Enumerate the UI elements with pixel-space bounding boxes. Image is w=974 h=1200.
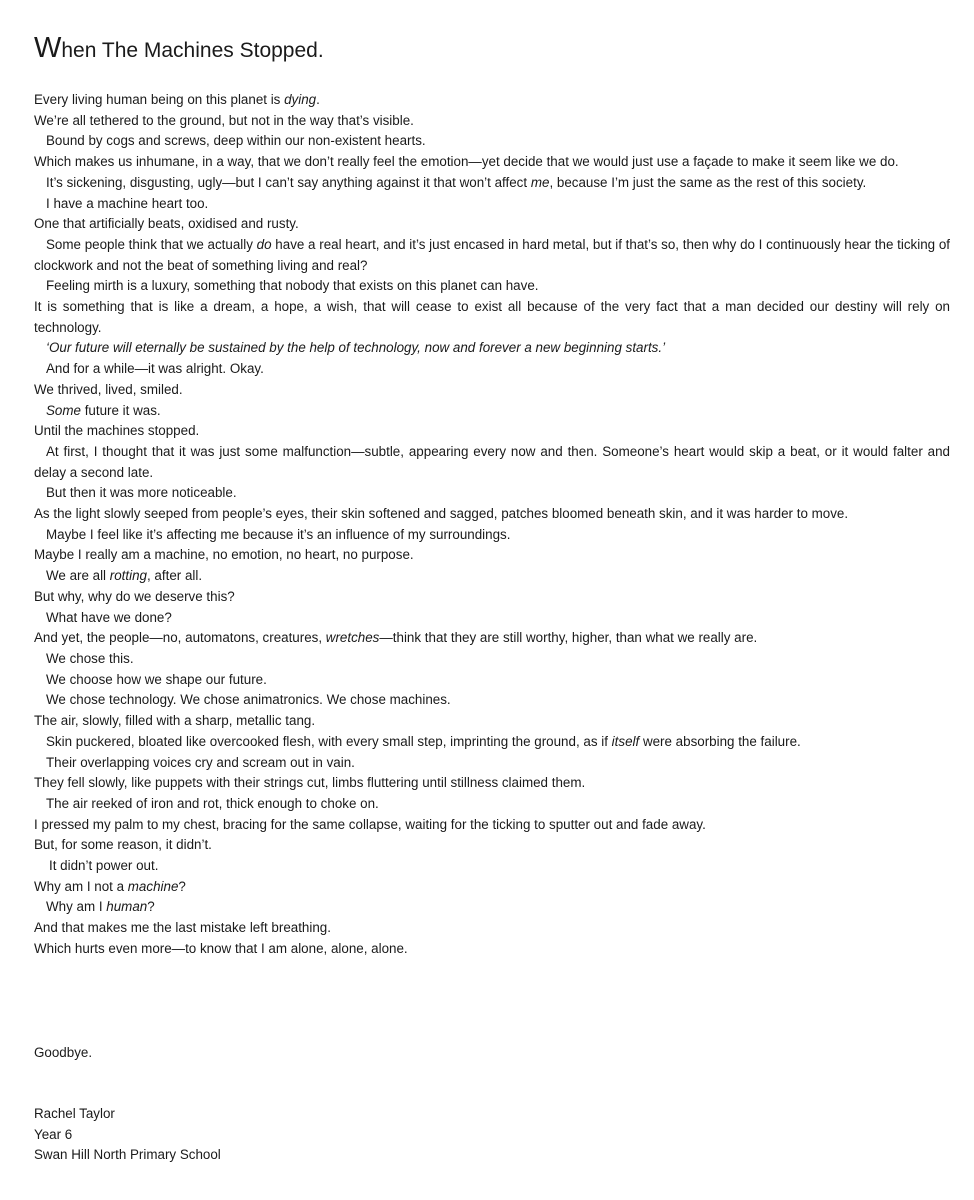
italic-text: me	[530, 174, 550, 190]
story-paragraph	[34, 939, 950, 960]
story-text: Feeling mirth is a luxury, something that nobody that exists on this planet can have.	[46, 278, 539, 294]
story-text: And that makes me the last mistake left breathing.	[34, 920, 331, 936]
story-text: And yet, the people—no, automatons, creatures,	[34, 630, 326, 646]
italic-text: dying	[284, 92, 317, 107]
story-text: ?	[147, 899, 155, 915]
story-paragraph	[34, 276, 950, 297]
story-paragraph	[34, 897, 950, 918]
story-text: .	[316, 92, 320, 107]
story-text: We choose how we shape our future.	[46, 671, 267, 687]
author-year: Year 6	[34, 1126, 73, 1142]
story-text: Skin puckered, bloated like overcooked flesh, with every small step, imprinting the ground, as if	[46, 733, 612, 749]
story-text: Some people think that we actually	[46, 236, 257, 252]
story-text: Why am I not a	[34, 878, 128, 894]
story-paragraph	[34, 566, 950, 587]
story-paragraph	[34, 442, 950, 483]
story-text: But, for some reason, it didn’t.	[34, 837, 212, 853]
story-text: , after all.	[146, 568, 203, 584]
story-text: Every living human being on this planet is	[34, 92, 285, 107]
story-text: were absorbing the failure.	[639, 733, 801, 749]
story-paragraph	[34, 545, 950, 566]
story-text: Maybe I feel like it’s affecting me because it’s an influence of my surroundings.	[46, 526, 511, 542]
story-paragraph	[34, 608, 950, 629]
story-text: We thrived, lived, smiled.	[34, 381, 183, 397]
story-text: ?	[178, 878, 186, 894]
story-text: They fell slowly, like puppets with their strings cut, limbs fluttering until stillness claimed them.	[34, 775, 586, 791]
author-school: Swan Hill North Primary School	[34, 1147, 221, 1163]
story-text: It’s sickening, disgusting, ugly—but I can’t say anything against it that won’t affect	[46, 174, 531, 190]
closing-line: Goodbye.	[34, 1045, 93, 1060]
story-text: , because I’m just the same as the rest of this society.	[549, 174, 867, 190]
title-initial: W	[34, 32, 62, 64]
italic-text: rotting	[109, 568, 147, 584]
story-paragraph	[34, 794, 950, 815]
story-text: We’re all tethered to the ground, but not in the way that’s visible.	[34, 112, 414, 128]
story-paragraph	[34, 380, 950, 401]
story-paragraph	[34, 421, 950, 442]
story-paragraph	[34, 835, 950, 856]
story-paragraph	[34, 214, 950, 235]
story-paragraph	[34, 753, 950, 774]
story-text: I pressed my palm to my chest, bracing for the same collapse, waiting for the ticking to sputter out and fade away.	[34, 816, 706, 832]
author-name: Rachel Taylor	[34, 1106, 115, 1121]
italic-text: Some	[46, 402, 81, 418]
story-paragraph	[34, 856, 950, 877]
author-block	[34, 1104, 221, 1166]
story-text: One that artificially beats, oxidised and rusty.	[34, 216, 299, 232]
story-paragraph	[34, 359, 950, 380]
story-paragraph	[34, 90, 950, 111]
italic-text: do	[256, 236, 272, 252]
story-text: The air, slowly, filled with a sharp, metallic tang.	[34, 713, 316, 729]
story-body	[34, 90, 950, 960]
story-paragraph	[34, 504, 950, 525]
story-text: Their overlapping voices cry and scream out in vain.	[46, 754, 355, 770]
story-text: We are all	[46, 568, 110, 584]
story-text: We chose this.	[46, 650, 134, 666]
story-text: —think that they are still worthy, higher, than what we really are.	[379, 630, 758, 646]
story-text: future it was.	[80, 402, 161, 418]
italic-text: ‘Our future will eternally be sustained by the help of technology, now and forever a new beginning starts.’	[46, 340, 666, 356]
title-text: hen The Machines Stopped.	[61, 39, 324, 62]
story-paragraph	[34, 649, 950, 670]
story-text: What have we done?	[46, 609, 172, 625]
story-text: Until the machines stopped.	[34, 423, 200, 439]
story-text: Why am I	[46, 899, 107, 915]
italic-text: itself	[611, 733, 640, 749]
story-text: But then it was more noticeable.	[46, 485, 237, 501]
story-text: It didn’t power out.	[49, 858, 159, 874]
story-paragraph	[34, 670, 950, 691]
story-text: It is something that is like a dream, a hope, a wish, that will cease to exist all because of the very fact that a man decided our destiny will rely on technology.	[34, 299, 950, 335]
story-paragraph	[34, 173, 950, 194]
italic-text: wretches	[325, 630, 380, 646]
story-text: The air reeked of iron and rot, thick enough to choke on.	[46, 795, 379, 811]
story-paragraph	[34, 587, 950, 608]
story-paragraph	[34, 815, 950, 836]
story-paragraph	[34, 483, 950, 504]
story-text: Maybe I really am a machine, no emotion, no heart, no purpose.	[34, 547, 414, 563]
story-text: As the light slowly seeped from people’s eyes, their skin softened and sagged, patches bloomed beneath skin, and it was harder to move.	[34, 506, 849, 522]
story-paragraph	[34, 732, 950, 753]
story-text: have a real heart, and it’s just encased in hard metal, but if that’s so, then why do I continuously hear the ticking of clockwork and not the beat of something living and real?	[34, 236, 950, 273]
story-text: Which hurts even more—to know that I am alone, alone, alone.	[34, 940, 408, 956]
story-text: I have a machine heart too.	[46, 195, 209, 211]
story-text: At first, I thought that it was just some malfunction—subtle, appearing every now and then. Someone’s heart would skip a beat, or it would falter and delay a second late.	[34, 443, 950, 480]
story-text: And for a while—it was alright. Okay.	[46, 361, 264, 377]
story-text: But why, why do we deserve this?	[34, 588, 235, 604]
italic-text: machine	[127, 878, 179, 894]
story-paragraph	[34, 628, 950, 649]
story-paragraph	[34, 235, 950, 276]
story-paragraph	[34, 711, 950, 732]
story-text: Bound by cogs and screws, deep within our non-existent hearts.	[46, 133, 426, 149]
story-paragraph	[34, 918, 950, 939]
story-paragraph	[34, 297, 950, 338]
story-paragraph	[34, 131, 950, 152]
story-paragraph	[34, 194, 950, 215]
story-title	[34, 33, 324, 66]
story-paragraph	[34, 773, 950, 794]
story-paragraph	[34, 338, 950, 359]
italic-text: human	[106, 899, 148, 915]
story-paragraph	[34, 690, 950, 711]
story-paragraph	[34, 877, 950, 898]
story-text: We chose technology. We chose animatronics. We chose machines.	[46, 692, 451, 708]
story-text: Which makes us inhumane, in a way, that we don’t really feel the emotion—yet decide that we would just use a façade to make it seem like we do.	[34, 154, 899, 170]
story-paragraph	[34, 111, 950, 132]
story-paragraph	[34, 152, 950, 173]
story-paragraph	[34, 525, 950, 546]
story-paragraph	[34, 401, 950, 422]
